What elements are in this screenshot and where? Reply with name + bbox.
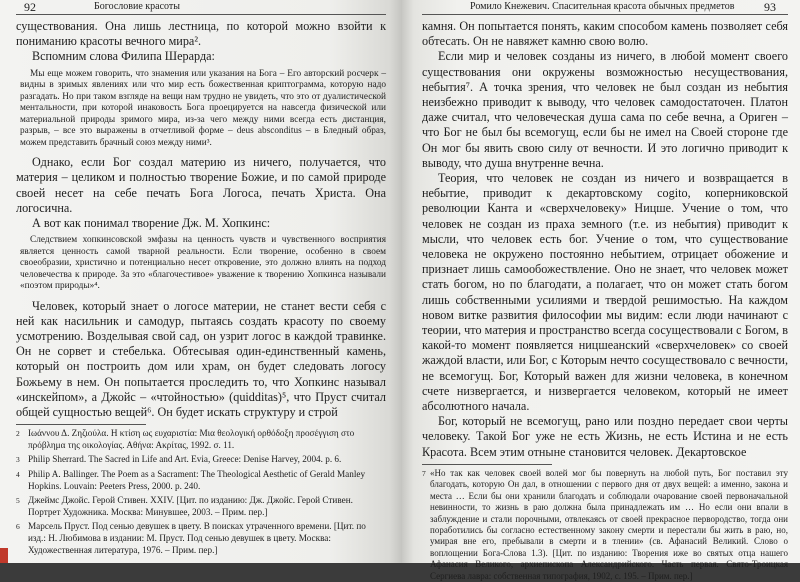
running-header-right: [422, 0, 788, 15]
footnote-number: 6: [16, 522, 20, 532]
right-page: [402, 0, 800, 581]
footnote-number: 5: [16, 496, 20, 506]
footnote-text: Ιωάννου Δ. Ζηζιούλα. Η κτίση ως ευχαριστία: Μια θεολογική ορθόδοξη προσέγγιση στο πρόβλημα της οικολογίας. Αθήνα: Ακρίτας, 1992. σ. 11.: [28, 428, 355, 450]
block-quote-hopkins: [20, 235, 386, 293]
footnote-text: Марсель Пруст. Под сенью девушек в цвету. В поисках утраченного времени. [Цит. по изд.: Н. Любимова в издании: М. Пруст. Под сенью девушек в цвету. Москва: Художественная литература, 1976. – Прим. пер.]: [28, 521, 366, 555]
running-head-title-right: Ромило Кнежевич. Спасительная красота обычных предметов: [470, 1, 735, 12]
running-header-left: [16, 0, 386, 15]
footnote-number: 2: [16, 429, 20, 439]
left-paragraph-3: Однако, если Бог создал материю из ничего, получается, что материя – целиком и полностью творение Божие, и по самой природе своей несет на себе печать Бога Логоса, печать Христа. Она логосична.: [16, 155, 386, 215]
right-paragraph-3: Теория, что человек не создан из ничего и возвращается в небытие, приводит к декартовскому cogito, коперниковской революции Канта и «сверхчеловеку» Ницше. Учение о том, что человек не создан из праха земного (т.е. из небытия) приводит к мысли, что человек есть бог. Учение о том, что существование человека не окружено постоянно небытием, отрицает обожение и признает лишь самообожествление. Оно не знает, что человек может стать богом, но по благодати, а полагает, что он может стать богом лишь собственными усилиями и твердой решимостью. На каждом новом витке развития философии мы видим: если люди начинают с теории, что материя и пространство всегда сосуществовали с Богом, в какой-то момент появляется ницшеанский «сверхчеловек» со своей жаждой власти, или Бог, с Которым нечто сосуществовало с вечности, не всемогущ. Бог, Который важен для жизни человека, в конечном счете низвергается, и низвергается человеком, который не имеет абсолютного начала.: [422, 171, 788, 414]
quote-hopkins-text: Следствием хопкинсовской эмфазы на ценность чувств и чувственного восприятия является ценность самой тварной реальности. Если творение, особенно в своем своеобразии, христично и потенциально несет откровение, это должно влиять на подход человечества к природе. За это «благочестивое» уважение к творению Хопкинса называли «поэтом природы»⁴.: [20, 235, 386, 292]
bookmark-ribbon: [0, 548, 8, 563]
left-paragraph-2: Вспомним слова Филипа Шерарда:: [32, 49, 215, 64]
footnote-text: «Но так как человек своей волей мог бы повернуть на любой путь, Бог поставил эту благодать, которую Он дал, в отношении с первого дня от двух вещей: а именно, закона и места … Если бы они хранили благодать и соблюдали очарование своей первоначальной невинности, то жизнь в раю должна была принадлежать им … Но если они впали в заблуждение и стали порочными, отвлекаясь от своей прекрасное первородство, тогда они поработились бы согласно естественному закону смерти и перестали бы жить в раю, но, умирая вне его, пребывали в смерти и в тлении» (св. Афанасий Великий. Слово о воплощении Бога-Слова 1.3). [Цит. по изданию: Творения иже во святых отца нашего Афанасия Великого, архиепископа Александрийского. Часть первая. Свято-Троицкая Сергиева лавра: собственная типография, 1902, с. 195. – Прим. пер.]: [430, 467, 788, 581]
right-paragraph-2: Если мир и человек созданы из ничего, в любой момент своего существования они окружены возможностью несуществования, небытия⁷. А точка зрения, что человек не был создан из небытия неизбежно приводит к выводу, что человек самодостаточен. Платон даже считал, что человеческая душа сама по себе вечна, а Ориген – что Бог не был бы всемогущ, если бы не имел на Своей стороне где Он мог бы явить свою силу от вечности. И это логично приводит к выводу, что душа внутренне вечна.: [422, 49, 788, 170]
right-paragraph-4: Бог, который не всемогущ, рано или поздно передает свои черты человеку. Такой Бог уже не есть Жизнь, не есть Истина и не есть Красота. Всем этим отныне становится человек. Декартовское: [422, 414, 788, 459]
left-body: [16, 19, 386, 420]
left-paragraph-4: А вот как понимал творение Дж. М. Хопкинс:: [32, 215, 271, 230]
right-paragraph-1: камня. Он попытается понять, каким способом камень позволяет себя обтесать. Он не навяжет камню свою волю.: [422, 19, 788, 49]
footnote: [16, 495, 386, 518]
block-quote-sherrard: [20, 69, 386, 150]
page-number-right: 93: [764, 0, 776, 14]
footnote: [16, 428, 386, 451]
footnote: [16, 469, 386, 492]
footnote: [16, 454, 386, 466]
footnotes-left: [16, 428, 386, 556]
footnote: [422, 468, 788, 582]
quote-sherrard-text: Мы еще можем говорить, что знамения или указания на Бога – Его авторский росчерк – видны в зримых явлениях или что мир есть божественная криптограмма, которую надо разгадать. Но при таком взгляде на вещи нам трудно не увидеть, что это от дуалистической ментальности, при которой инаковость Бога проецируется на навсегда физической или материальной природы зримого мира, из-за чего между ними всегда есть дистанция, разрыв, – все это выражены в отчетливой форме – deus absconditus – в Бледный образ, можем представить брачный союз между ними³.: [20, 68, 386, 148]
footnote-number: 4: [16, 470, 20, 480]
left-paragraph-1: существования. Она лишь лестница, по которой можно взойти к пониманию красоты вечного мира².: [16, 19, 386, 49]
footnote-separator-left: [16, 424, 146, 425]
left-page: [0, 0, 402, 563]
footnote-text: Philip Sherrard. The Sacred in Life and Art. Evia, Greece: Denise Harvey, 2004. p. 6.: [28, 454, 342, 465]
left-paragraph-5: Человек, который знает о логосе материи, не станет вести себя с ней как насильник и самодур, пытаясь создать красоту по своему усмотрению. Возделывая свой сад, он узрит логос в каждой травинке. Он не сорвет и стебелька. Обтесывая один-единственный камень, который он построить дом или храм, он будет следовать логосу Божьему в нем. Он попытается проследить то, что Хопкинс называл «инскейпом», а Джойс – «чтойностью» (quidditas)⁵, что Пруст считал общей сущностью вещей⁶. Он будет искать структуру и строй: [16, 298, 386, 420]
footnote-separator-right: [422, 464, 552, 465]
footnote-text: Philip A. Ballinger. The Poem as a Sacrament: The Theological Aesthetic of Gerald Manley Hopkins. Louvain: Peeters Press, 2000. p. 240.: [28, 469, 366, 491]
footnote-number: 3: [16, 455, 20, 465]
footnote-number: 7: [422, 468, 426, 478]
running-head-title-left: Богословие красоты: [94, 1, 180, 12]
page-number-left: 92: [24, 0, 36, 14]
footnote: [16, 521, 386, 556]
right-body: [422, 19, 788, 460]
footnote-text: Джеймс Джойс. Герой Стивен. XXIV. [Цит. по изданию: Дж. Джойс. Герой Стивен. Портрет Художника. Москва: Минувшее, 2003. – Прим. пер.]: [28, 495, 353, 517]
